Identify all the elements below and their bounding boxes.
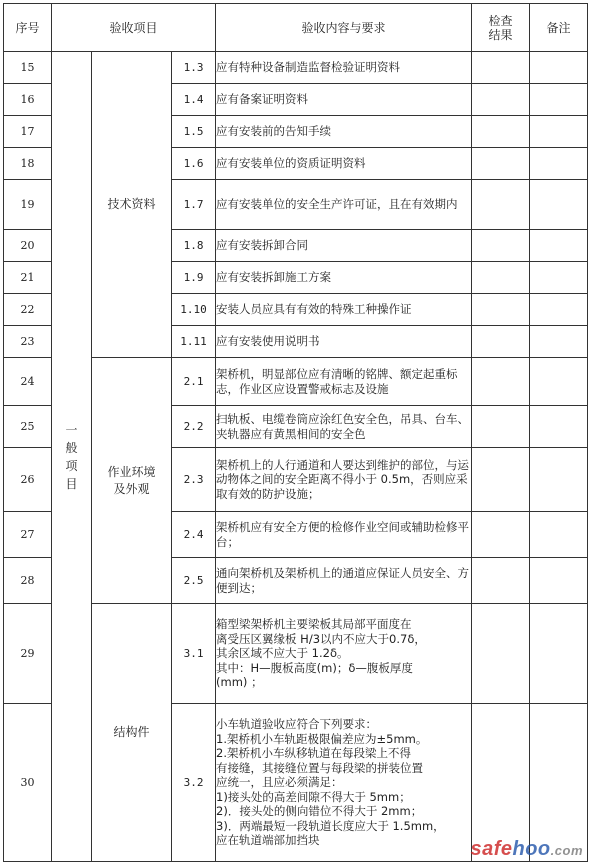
requirement-line: (mm) ； bbox=[216, 675, 263, 690]
requirement-cell: 应有安装拆卸合同 bbox=[216, 230, 472, 262]
requirement-line: 其余区域不应大于 1.2δ。 bbox=[216, 646, 349, 661]
seq-cell: 29 bbox=[4, 604, 52, 704]
result-cell[interactable] bbox=[472, 148, 530, 180]
result-cell[interactable] bbox=[472, 294, 530, 326]
code-cell: 3.1 bbox=[172, 604, 216, 704]
requirement-line: 1.架桥机小车轨距极限偏差应为±5mm。 bbox=[216, 731, 428, 746]
result-cell[interactable] bbox=[472, 116, 530, 148]
code-cell: 3.2 bbox=[172, 704, 216, 862]
result-cell[interactable] bbox=[472, 52, 530, 84]
note-cell[interactable] bbox=[530, 604, 588, 704]
requirement-line: 离受压区翼缘板 H/3以内不应大于0.7δ， bbox=[216, 631, 426, 646]
note-cell[interactable] bbox=[530, 448, 588, 512]
requirement-line: 小车轨道验收应符合下列要求： bbox=[216, 717, 378, 732]
requirement-cell: 应有安装使用说明书 bbox=[216, 326, 472, 358]
note-cell[interactable] bbox=[530, 294, 588, 326]
seq-cell: 16 bbox=[4, 84, 52, 116]
seq-cell: 17 bbox=[4, 116, 52, 148]
code-cell: 2.3 bbox=[172, 448, 216, 512]
result-cell[interactable] bbox=[472, 558, 530, 604]
seq-cell: 19 bbox=[4, 180, 52, 230]
requirement-line: 2)．接头处的侧向错位不得大于 2mm； bbox=[216, 804, 423, 819]
code-cell: 1.10 bbox=[172, 294, 216, 326]
header-item: 验收项目 bbox=[52, 4, 216, 52]
note-cell[interactable] bbox=[530, 116, 588, 148]
requirement-cell: 架桥机上的人行通道和人要达到维护的部位，与运动物体之间的安全距离不得小于 0.5m，否则应采取有效的防护设施； bbox=[216, 448, 472, 512]
code-cell: 1.11 bbox=[172, 326, 216, 358]
seq-cell: 26 bbox=[4, 448, 52, 512]
result-cell[interactable] bbox=[472, 84, 530, 116]
result-cell[interactable] bbox=[472, 180, 530, 230]
requirement-cell: 架桥机，明显部位应有清晰的铭牌、额定起重标志，作业区应设置警戒标志及设施 bbox=[216, 358, 472, 406]
note-cell[interactable] bbox=[530, 84, 588, 116]
seq-cell: 30 bbox=[4, 704, 52, 862]
requirement-cell bbox=[216, 704, 472, 862]
code-cell: 1.5 bbox=[172, 116, 216, 148]
header-content: 验收内容与要求 bbox=[216, 4, 472, 52]
header-row bbox=[4, 4, 588, 52]
seq-cell: 22 bbox=[4, 294, 52, 326]
result-cell[interactable] bbox=[472, 230, 530, 262]
subcategory-struct: 结构件 bbox=[92, 604, 172, 862]
category-cell bbox=[52, 52, 92, 862]
header-result bbox=[472, 4, 530, 52]
requirement-cell: 通向架桥机及架桥机上的通道应保证人员安全、方便到达； bbox=[216, 558, 472, 604]
watermark-part: .com bbox=[550, 843, 583, 858]
watermark-part: hoo bbox=[512, 838, 551, 860]
result-cell[interactable] bbox=[472, 262, 530, 294]
result-cell[interactable] bbox=[472, 358, 530, 406]
code-cell: 1.8 bbox=[172, 230, 216, 262]
note-cell[interactable] bbox=[530, 512, 588, 558]
result-cell[interactable] bbox=[472, 406, 530, 448]
subcategory-env bbox=[92, 358, 172, 604]
requirement-line: 1)接头处的高差间隙不得大于 5mm； bbox=[216, 789, 411, 804]
code-cell: 1.9 bbox=[172, 262, 216, 294]
result-cell[interactable] bbox=[472, 326, 530, 358]
requirement-line: 箱型梁架桥机主要梁板其局部平面度在 bbox=[216, 617, 412, 632]
seq-cell: 28 bbox=[4, 558, 52, 604]
seq-cell: 15 bbox=[4, 52, 52, 84]
note-cell[interactable] bbox=[530, 180, 588, 230]
requirement-cell: 安装人员应具有有效的特殊工种操作证 bbox=[216, 294, 472, 326]
requirement-line: 应在轨道端部加挡块 bbox=[216, 833, 320, 848]
result-cell[interactable] bbox=[472, 448, 530, 512]
requirement-cell: 应有安装前的告知手续 bbox=[216, 116, 472, 148]
requirement-cell bbox=[216, 604, 472, 704]
requirement-cell: 应有安装拆卸施工方案 bbox=[216, 262, 472, 294]
code-cell: 2.2 bbox=[172, 406, 216, 448]
requirement-cell: 架桥机应有安全方便的检修作业空间或辅助检修平台； bbox=[216, 512, 472, 558]
code-cell: 1.3 bbox=[172, 52, 216, 84]
code-cell: 1.4 bbox=[172, 84, 216, 116]
seq-cell: 20 bbox=[4, 230, 52, 262]
header-result-text: 检查结果 bbox=[488, 13, 513, 42]
category-label: 一般项目 bbox=[65, 422, 78, 491]
inspection-table bbox=[3, 3, 588, 862]
requirement-cell: 应有备案证明资料 bbox=[216, 84, 472, 116]
header-seq: 序号 bbox=[4, 4, 52, 52]
result-cell[interactable] bbox=[472, 604, 530, 704]
note-cell[interactable] bbox=[530, 406, 588, 448]
requirement-line: 应统一，且应必须满足： bbox=[216, 775, 343, 790]
requirement-line: 有接缝，其接缝位置与每段梁的拼装位置 bbox=[216, 760, 424, 775]
watermark-part: safe bbox=[470, 838, 513, 860]
note-cell[interactable] bbox=[530, 230, 588, 262]
code-cell: 2.5 bbox=[172, 558, 216, 604]
note-cell[interactable] bbox=[530, 558, 588, 604]
result-cell[interactable] bbox=[472, 512, 530, 558]
code-cell: 1.7 bbox=[172, 180, 216, 230]
requirement-line: 2.架桥机小车纵移轨道在每段梁上不得 bbox=[216, 746, 412, 761]
table-row bbox=[4, 358, 588, 406]
note-cell[interactable] bbox=[530, 148, 588, 180]
seq-cell: 18 bbox=[4, 148, 52, 180]
seq-cell: 21 bbox=[4, 262, 52, 294]
seq-cell: 27 bbox=[4, 512, 52, 558]
requirement-cell: 应有安装单位的资质证明资料 bbox=[216, 148, 472, 180]
note-cell[interactable] bbox=[530, 358, 588, 406]
subcategory-tech: 技术资料 bbox=[92, 52, 172, 358]
requirement-cell: 扫轨板、电缆卷筒应涂红色安全色，吊具、台车、夹轨器应有黄黑相间的安全色 bbox=[216, 406, 472, 448]
seq-cell: 24 bbox=[4, 358, 52, 406]
header-note: 备注 bbox=[530, 4, 588, 52]
table-row bbox=[4, 52, 588, 84]
requirement-line: 3)．两端最短一段轨道长度应大于 1.5mm， bbox=[216, 818, 445, 833]
requirement-cell: 应有安装单位的安全生产许可证，且在有效期内 bbox=[216, 180, 472, 230]
code-cell: 2.1 bbox=[172, 358, 216, 406]
subcategory-env-label: 作业环境及外观 bbox=[107, 464, 156, 496]
seq-cell: 25 bbox=[4, 406, 52, 448]
code-cell: 1.6 bbox=[172, 148, 216, 180]
requirement-cell: 应有特种设备制造监督检验证明资料 bbox=[216, 52, 472, 84]
note-cell[interactable] bbox=[530, 326, 588, 358]
seq-cell: 23 bbox=[4, 326, 52, 358]
requirement-line: 其中：H—腹板高度(m)；δ—腹板厚度 bbox=[216, 660, 413, 675]
watermark-logo bbox=[470, 838, 583, 861]
note-cell[interactable] bbox=[530, 262, 588, 294]
code-cell: 2.4 bbox=[172, 512, 216, 558]
table-row bbox=[4, 604, 588, 704]
note-cell[interactable] bbox=[530, 52, 588, 84]
